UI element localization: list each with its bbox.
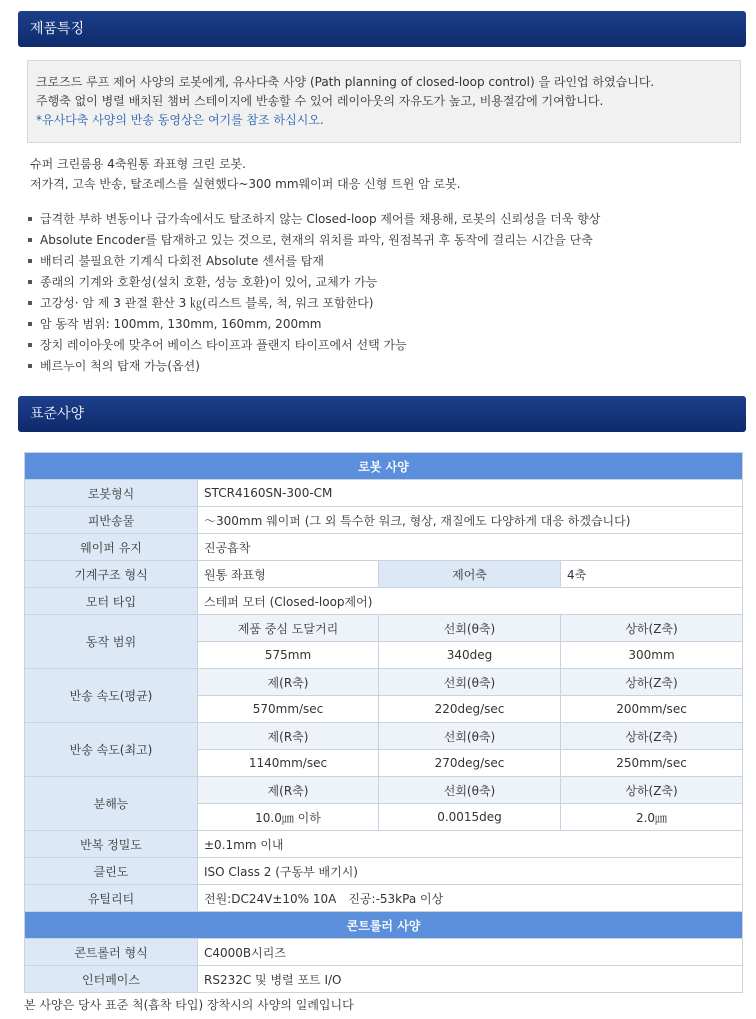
utility-value: 전원:DC24V±10% 10A 진공:-53kPa 이상 bbox=[198, 885, 743, 912]
product-features-header: 제품특징 bbox=[18, 11, 746, 47]
transfer-label: 피반송물 bbox=[25, 507, 198, 534]
mech-type-value: 원통 좌표형 bbox=[198, 561, 379, 588]
intro-line-2: 주행축 없이 병렬 배치된 챔버 스테이지에 반송할 수 있어 레이아웃의 자유도가 높고, 비용절감에 기여합니다. bbox=[36, 94, 604, 108]
table-row bbox=[25, 507, 743, 534]
table-row bbox=[25, 723, 743, 750]
max-header-theta: 선회(θ축) bbox=[379, 723, 561, 750]
avg-header-theta: 선회(θ축) bbox=[379, 669, 561, 696]
cleanliness-value: ISO Class 2 (구동부 배기시) bbox=[198, 858, 743, 885]
max-header-r: 제(R축) bbox=[198, 723, 379, 750]
max-value-z: 250mm/sec bbox=[561, 750, 743, 777]
bullet-icon bbox=[28, 364, 32, 368]
interface-label: 인터페이스 bbox=[25, 966, 198, 993]
bullet-icon bbox=[28, 280, 32, 284]
range-header-theta: 선회(θ축) bbox=[379, 615, 561, 642]
range-value-reach: 575mm bbox=[198, 642, 379, 669]
res-value-r: 10.0㎛ 이하 bbox=[198, 804, 379, 831]
range-header-reach: 제품 중심 도달거리 bbox=[198, 615, 379, 642]
table-row bbox=[25, 858, 743, 885]
wafer-hold-label: 웨이퍼 유지 bbox=[25, 534, 198, 561]
feature-item: 급격한 부하 변동이나 급가속에서도 탈조하지 않는 Closed-loop 제어를 채용해, 로봇의 신뢰성을 더욱 향상 bbox=[26, 209, 600, 230]
table-row bbox=[25, 615, 743, 642]
range-label: 동작 범위 bbox=[25, 615, 198, 669]
standard-spec-header: 표준사양 bbox=[18, 396, 746, 432]
product-summary bbox=[30, 154, 461, 194]
utility-label: 유틸리티 bbox=[25, 885, 198, 912]
summary-line-2: 저가격, 고속 반송, 탈조레스를 실현했다~300 mm웨이퍼 대응 신형 트윈 암 로봇. bbox=[30, 177, 461, 191]
table-row bbox=[25, 669, 743, 696]
repeatability-label: 반복 정밀도 bbox=[25, 831, 198, 858]
res-header-theta: 선회(θ축) bbox=[379, 777, 561, 804]
bullet-icon bbox=[28, 238, 32, 242]
feature-item: 암 동작 범위: 100mm, 130mm, 160mm, 200mm bbox=[26, 314, 600, 335]
bullet-icon bbox=[28, 301, 32, 305]
controller-spec-band: 콘트롤러 사양 bbox=[25, 912, 743, 939]
video-link[interactable]: *유사다축 사양의 반송 동영상은 여기를 참조 하십시오. bbox=[36, 113, 324, 127]
res-header-r: 제(R축) bbox=[198, 777, 379, 804]
res-value-z: 2.0㎛ bbox=[561, 804, 743, 831]
intro-box bbox=[27, 60, 741, 143]
model-value: STCR4160SN-300-CM bbox=[198, 480, 743, 507]
feature-item: 베르누이 척의 탑재 가능(옵션) bbox=[26, 356, 600, 377]
table-row bbox=[25, 777, 743, 804]
max-speed-label: 반송 속도(최고) bbox=[25, 723, 198, 777]
avg-value-theta: 220deg/sec bbox=[379, 696, 561, 723]
mech-type-label: 기계구조 형식 bbox=[25, 561, 198, 588]
motor-type-value: 스테퍼 모터 (Closed-loop제어) bbox=[198, 588, 743, 615]
bullet-icon bbox=[28, 343, 32, 347]
avg-value-r: 570mm/sec bbox=[198, 696, 379, 723]
feature-item: 배터리 불필요한 기계식 다회전 Absolute 센서를 탑재 bbox=[26, 251, 600, 272]
feature-list bbox=[26, 209, 600, 377]
table-row bbox=[25, 912, 743, 939]
footnote: 본 사양은 당사 표준 척(흡착 타입) 장착시의 사양의 일례입니다 bbox=[24, 998, 354, 1012]
summary-line-1: 슈퍼 크린룸용 4축원통 좌표형 크린 로봇. bbox=[30, 157, 246, 171]
range-value-z: 300mm bbox=[561, 642, 743, 669]
range-value-theta: 340deg bbox=[379, 642, 561, 669]
intro-line-1: 크로즈드 루프 제어 사양의 로봇에게, 유사다축 사양 (Path planning of closed-loop control) 을 라인업 하였습니다. bbox=[36, 75, 655, 89]
feature-item: 장치 레이아웃에 맞추어 베이스 타이프과 플랜지 타이프에서 선택 가능 bbox=[26, 335, 600, 356]
feature-item: 종래의 기계와 호환성(설치 호환, 성능 호환)이 있어, 교체가 가능 bbox=[26, 272, 600, 293]
table-row bbox=[25, 480, 743, 507]
table-row bbox=[25, 588, 743, 615]
range-header-z: 상하(Z축) bbox=[561, 615, 743, 642]
table-row bbox=[25, 966, 743, 993]
wafer-hold-value: 진공흡착 bbox=[198, 534, 743, 561]
res-value-theta: 0.0015deg bbox=[379, 804, 561, 831]
bullet-icon bbox=[28, 322, 32, 326]
max-value-theta: 270deg/sec bbox=[379, 750, 561, 777]
resolution-label: 분해능 bbox=[25, 777, 198, 831]
repeatability-value: ±0.1mm 이내 bbox=[198, 831, 743, 858]
table-row bbox=[25, 885, 743, 912]
model-label: 로봇형식 bbox=[25, 480, 198, 507]
res-header-z: 상하(Z축) bbox=[561, 777, 743, 804]
bullet-icon bbox=[28, 259, 32, 263]
motor-type-label: 모터 타입 bbox=[25, 588, 198, 615]
avg-header-r: 제(R축) bbox=[198, 669, 379, 696]
table-row bbox=[25, 561, 743, 588]
controller-type-label: 콘트롤러 형식 bbox=[25, 939, 198, 966]
table-row bbox=[25, 534, 743, 561]
table-row bbox=[25, 831, 743, 858]
transfer-value: ～300mm 웨이퍼 (그 외 특수한 워크, 형상, 재질에도 다양하게 대응 하겠습니다) bbox=[198, 507, 743, 534]
avg-speed-label: 반송 속도(평균) bbox=[25, 669, 198, 723]
spec-table bbox=[24, 452, 743, 993]
max-header-z: 상하(Z축) bbox=[561, 723, 743, 750]
control-axis-value: 4축 bbox=[561, 561, 743, 588]
table-row bbox=[25, 939, 743, 966]
max-value-r: 1140mm/sec bbox=[198, 750, 379, 777]
bullet-icon bbox=[28, 217, 32, 221]
cleanliness-label: 클린도 bbox=[25, 858, 198, 885]
control-axis-label: 제어축 bbox=[379, 561, 561, 588]
feature-item: 고강성· 암 제 3 관절 환산 3 ㎏(리스트 블록, 척, 워크 포함한다) bbox=[26, 293, 600, 314]
controller-type-value: C4000B시리즈 bbox=[198, 939, 743, 966]
robot-spec-band: 로봇 사양 bbox=[25, 453, 743, 480]
avg-value-z: 200mm/sec bbox=[561, 696, 743, 723]
avg-header-z: 상하(Z축) bbox=[561, 669, 743, 696]
interface-value: RS232C 및 병렬 포트 I/O bbox=[198, 966, 743, 993]
feature-item: Absolute Encoder를 탑재하고 있는 것으로, 현재의 위치를 파악, 원점복귀 후 동작에 걸리는 시간을 단축 bbox=[26, 230, 600, 251]
table-row bbox=[25, 453, 743, 480]
